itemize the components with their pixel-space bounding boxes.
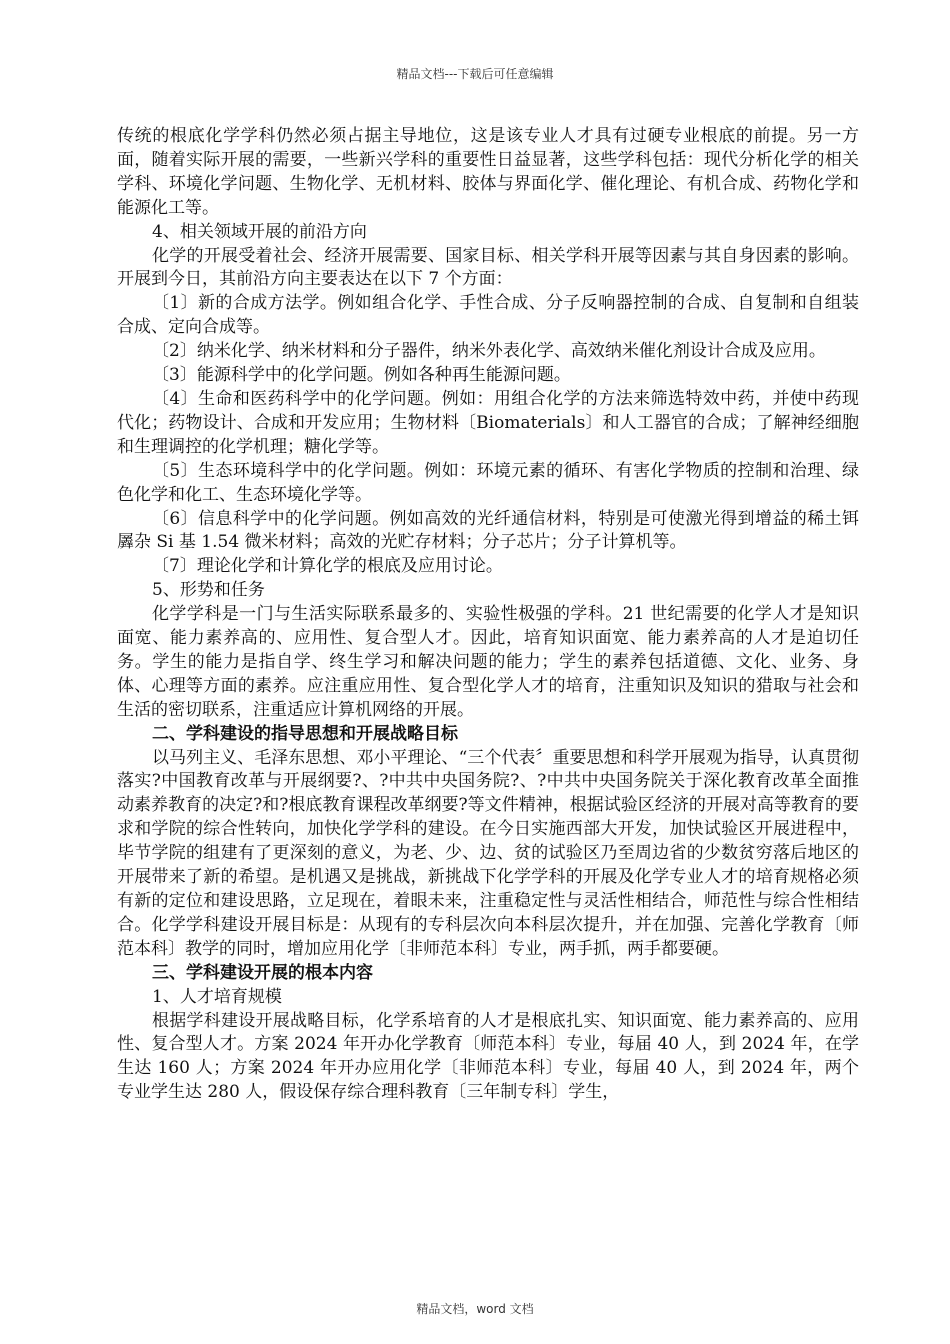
list-item-4: 〔4〕生命和医药科学中的化学问题。例如：用组合化学的方法来筛选特效中药，并使中药现代化；药物设计、合成和开发应用；生物材料〔Biomaterials〕和人工器官的合成；了解神经细胞和生理调控的化学机理；糖化学等。 [117,388,859,457]
paragraph-guiding-ideas: 以马列主义、毛泽东思想、邓小平理论、“三个代表〞重要思想和科学开展观为指导，认真贯彻落实?中国教育改革与开展纲要?、?中共中央国务院?、?中共中央国务院关于深化教育改革全面推动素养教育的决定?和?根底教育课程改革纲要?等文件精神，根据试验区经济的开展对高等教育的要求和学院的综合性转向，加快化学学科的建设。在今日实施西部大开发，加快试验区开展进程中，毕节学院的组建有了更深刻的意义，为老、少、边、贫的试验区乃至周边省的少数贫穷落后地区的开展带来了新的希望。是机遇又是挑战，新挑战下化学学科的开展及化学专业人才的培育规格必须有新的定位和建设思路，立足现在，着眼未来，注重稳定性与灵活性相结合，师范性与综合性相结合。化学学科建设开展目标是：从现有的专科层次向本科层次提升，并在加强、完善化学教育〔师范本科〕教学的同时，增加应用化学〔非师范本科〕专业，两手抓，两手都要硬。 [117,747,859,959]
paragraph-training-scale: 根据学科建设开展战略目标，化学系培育的人才是根底扎实、知识面宽、能力素养高的、应用性、复合型人才。方案 2024 年开办化学教育〔师范本科〕专业，每届 40 人，到 2024 年，在学生达 160 人；方案 2024 年开办应用化学〔非师范本科〕专业，每届 40 人，到 2024 年，两个专业学生达 280 人，假设保存综合理科教育〔三年制专科〕学生， [117,1010,859,1103]
paragraph-frontier-intro: 化学的开展受着社会、经济开展需要、国家目标、相关学科开展等因素与其自身因素的影响。开展到今日，其前沿方向主要表达在以下 7 个方面： [117,245,859,290]
page-header: 精品文档---下载后可任意编辑 [396,67,554,81]
subheading-frontier-directions: 4、相关领域开展的前沿方向 [152,221,367,242]
section-heading-2: 二、学科建设的指导思想和开展战略目标 [152,723,458,744]
subheading-training-scale: 1、人才培育规模 [152,986,282,1007]
list-item-5: 〔5〕生态环境科学中的化学问题。例如：环境元素的循环、有害化学物质的控制和治理、绿色化学和化工、生态环境化学等。 [117,460,859,505]
section-heading-3: 三、学科建设开展的根本内容 [152,962,373,983]
list-item-1: 〔1〕新的合成方法学。例如组合化学、手性合成、分子反响器控制的合成、自复制和自组装合成、定向合成等。 [117,293,859,338]
list-item-3: 〔3〕能源科学中的化学问题。例如各种再生能源问题。 [152,365,571,386]
list-item-6: 〔6〕信息科学中的化学问题。例如高效的光纤通信材料，特别是可使激光得到增益的稀土铒羼杂 Si 基 1.54 微米材料；高效的光贮存材料；分子芯片；分子计算机等。 [117,508,859,553]
paragraph-continued: 传统的根底化学学科仍然必须占据主导地位，这是该专业人才具有过硬专业根底的前提。另一方面，随着实际开展的需要，一些新兴学科的重要性日益显著，这些学科包括：现代分析化学的相关学科、环境化学问题、生物化学、无机材料、胶体与界面化学、催化理论、有机合成、药物化学和能源化工等。 [117,126,859,218]
subheading-situation-tasks: 5、形势和任务 [152,580,265,601]
page-footer: 精品文档，word 文档 [416,1302,534,1316]
paragraph-situation: 化学学科是一门与生活实际联系最多的、实验性极强的学科。21 世纪需要的化学人才是知识面宽、能力素养高的、应用性、复合型人才。因此，培育知识面宽、能力素养高的人才是迫切任务。学生的能力是指自学、终生学习和解决问题的能力；学生的素养包括道德、文化、业务、身体、心理等方面的素养。应注重应用性、复合型化学人才的培育，注重知识及知识的猎取与社会和生活的密切联系，注重适应计算机网络的开展。 [117,604,859,720]
list-item-2: 〔2〕纳米化学、纳米材料和分子器件，纳米外表化学、高效纳米催化剂设计合成及应用。 [152,341,826,362]
list-item-7: 〔7〕理论化学和计算化学的根底及应用讨论。 [152,556,503,577]
document-body [117,125,859,1105]
